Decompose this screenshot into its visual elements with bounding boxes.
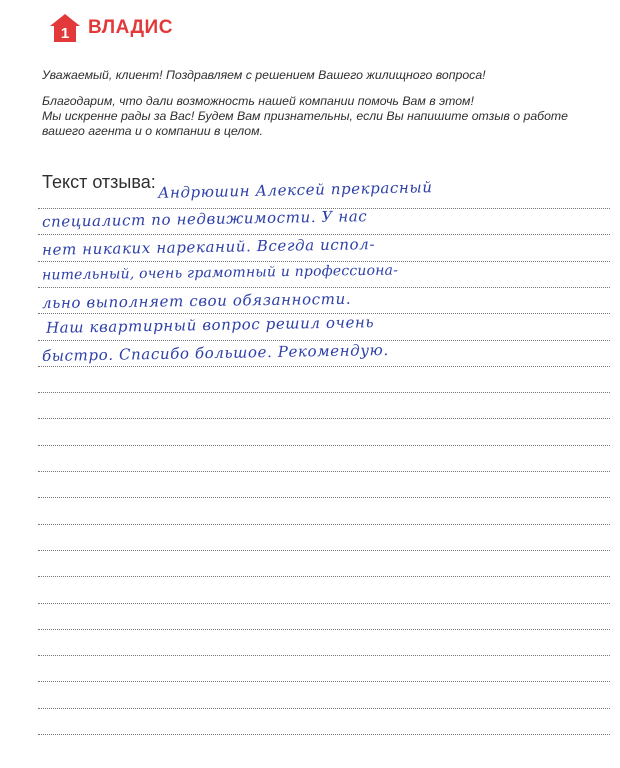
ruled-line [38, 629, 610, 630]
ruled-line [38, 734, 610, 735]
review-line: нительный, очень грамотный и профессиона- [41, 262, 399, 284]
review-line: быстро. Спасибо большое. Рекомендую. [41, 340, 389, 366]
ruled-line [38, 287, 610, 288]
ruled-line [38, 340, 610, 341]
ruled-line [38, 261, 610, 262]
review-line: льно выполняет свои обязанности. [41, 289, 352, 313]
intro-request: Мы искренне рады за Вас! Будем Вам признательны, если Вы напишите отзыв о работе [42, 109, 569, 123]
intro-congrats: Уважаемый, клиент! Поздравляем с решением Вашего жилищного вопроса! [42, 68, 486, 82]
intro-thanks: Благодарим, что дали возможность нашей компании помочь Вам в этом! [42, 94, 474, 108]
ruled-line [38, 392, 610, 393]
ruled-line [38, 497, 610, 498]
intro-request-end: вашего агента и о компании в целом. [42, 124, 263, 138]
ruled-line [38, 418, 610, 419]
ruled-line [38, 366, 610, 367]
ruled-line [38, 603, 610, 604]
ruled-lines [38, 0, 610, 768]
ruled-line [38, 471, 610, 472]
brand-name: ВЛАДИС [88, 17, 173, 38]
review-line: специалист по недвижимости. У нас [41, 207, 368, 231]
ruled-line [38, 655, 610, 656]
logo-digit: 1 [60, 25, 70, 42]
ruled-line [38, 681, 610, 682]
ruled-line [38, 445, 610, 446]
review-line: Наш квартирный вопрос решил очень [45, 313, 375, 337]
ruled-line [38, 576, 610, 577]
review-line: нет никаких нареканий. Всегда испол- [41, 235, 376, 259]
review-line: Андрюшин Алексей прекрасный [157, 178, 433, 202]
ruled-line [38, 550, 610, 551]
ruled-line [38, 708, 610, 709]
ruled-line [38, 524, 610, 525]
review-label: Текст отзыва: [42, 172, 156, 192]
